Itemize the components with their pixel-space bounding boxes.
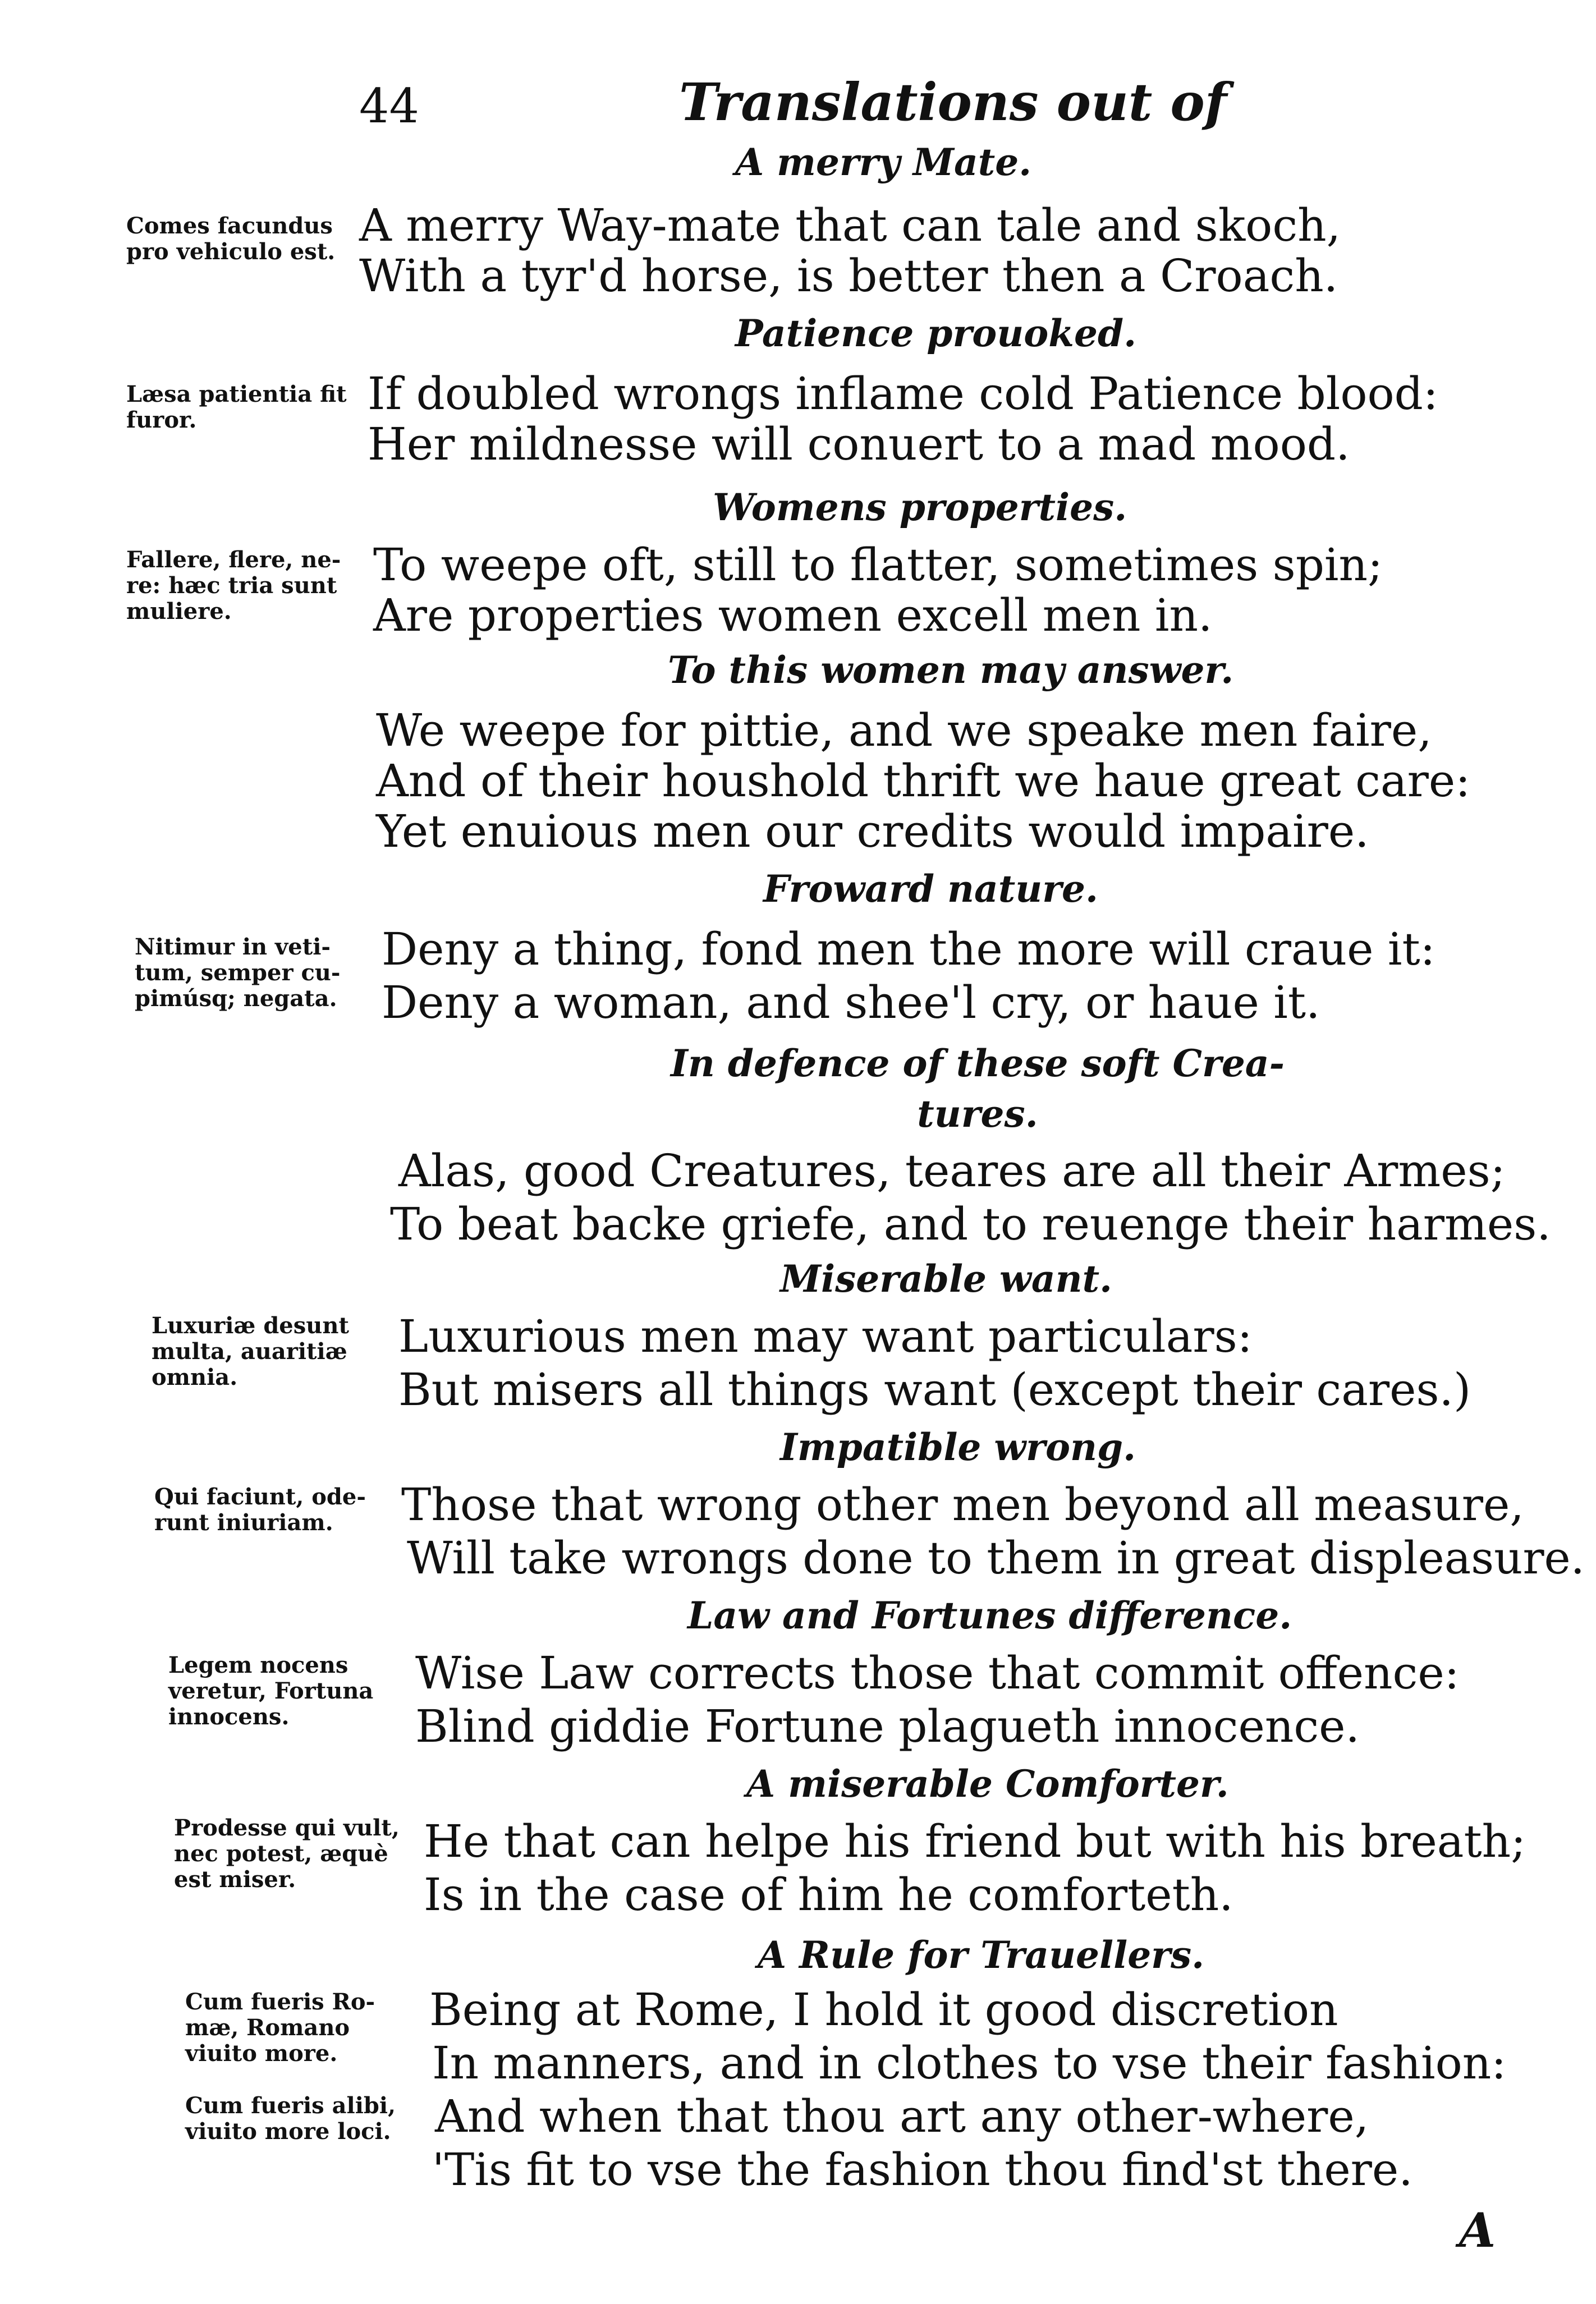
margin-note: Qui faciunt, ode- runt iniuriam. bbox=[154, 1484, 366, 1536]
margin-note: Luxuriæ desunt multa, auaritiæ omnia. bbox=[152, 1312, 349, 1390]
verse-line: In manners, and in clothes to vse their fashion: bbox=[432, 2037, 1507, 2089]
margin-note: Prodesse qui vult, nec potest, æquè est miser. bbox=[174, 1815, 400, 1893]
epigram-title: Impatible wrong. bbox=[780, 1425, 1136, 1469]
margin-note: Læsa patientia fit furor. bbox=[126, 381, 347, 433]
epigram-title: A miserable Comforter. bbox=[746, 1762, 1229, 1806]
verse-line: Alas, good Creatures, teares are all their Armes; bbox=[398, 1145, 1506, 1197]
verse-line: Her mildnesse will conuert to a mad mood. bbox=[368, 418, 1350, 470]
verse-line: And of their houshold thrift we haue great care: bbox=[376, 755, 1471, 807]
epigram-title: Womens properties. bbox=[713, 485, 1127, 529]
verse-line: To weepe oft, still to flatter, sometimes spin; bbox=[373, 539, 1383, 591]
verse-line: Those that wrong other men beyond all measure, bbox=[401, 1479, 1524, 1531]
page-number: 44 bbox=[359, 79, 419, 134]
verse-line: Blind giddie Fortune plagueth innocence. bbox=[415, 1700, 1360, 1752]
verse-line: Wise Law corrects those that commit offence: bbox=[415, 1647, 1460, 1699]
epigram-title: To this women may answer. bbox=[668, 648, 1234, 692]
running-head: Translations out of bbox=[679, 72, 1227, 132]
verse-line: If doubled wrongs inflame cold Patience blood: bbox=[368, 368, 1438, 420]
verse-line: Deny a woman, and shee'l cry, or haue it. bbox=[382, 976, 1320, 1029]
catchword: A bbox=[1459, 2202, 1496, 2258]
verse-line: Is in the case of him he comforteth. bbox=[424, 1869, 1233, 1921]
epigram-title: In defence of these soft Crea- tures. bbox=[671, 1041, 1285, 1136]
verse-line: Are properties women excell men in. bbox=[373, 589, 1213, 641]
epigram-title: A Rule for Trauellers. bbox=[758, 1933, 1205, 1977]
verse-line: Luxurious men may want particulars: bbox=[398, 1310, 1253, 1362]
margin-note: Cum fueris alibi, viuito more loci. bbox=[185, 2092, 396, 2145]
verse-line: Being at Rome, I hold it good discretion bbox=[429, 1984, 1338, 2036]
epigram-title: A merry Mate. bbox=[735, 140, 1032, 184]
verse-line: He that can helpe his friend but with his breath; bbox=[424, 1815, 1526, 1867]
verse-line: And when that thou art any other-where, bbox=[435, 2090, 1369, 2142]
verse-line: But misers all things want (except their cares.) bbox=[398, 1364, 1471, 1416]
margin-note: Legem nocens veretur, Fortuna innocens. bbox=[168, 1652, 374, 1730]
verse-line: A merry Way-mate that can tale and skoch, bbox=[359, 199, 1341, 251]
margin-note: Comes facundus pro vehiculo est. bbox=[126, 213, 336, 265]
margin-note: Cum fueris Ro- mæ, Romano viuito more. bbox=[185, 1989, 375, 2067]
epigram-title: Law and Fortunes difference. bbox=[687, 1594, 1292, 1637]
verse-line: Will take wrongs done to them in great displeasure. bbox=[407, 1532, 1585, 1584]
epigram-title: Patience prouoked. bbox=[735, 311, 1137, 355]
verse-line: With a tyr'd horse, is better then a Croach. bbox=[359, 250, 1338, 302]
epigram-title: Froward nature. bbox=[763, 867, 1098, 911]
verse-line: 'Tis fit to vse the fashion thou find'st there. bbox=[432, 2144, 1413, 2196]
margin-note: Fallere, flere, ne- re: hæc tria sunt muliere. bbox=[126, 547, 341, 625]
verse-line: To beat backe griefe, and to reuenge their harmes. bbox=[390, 1198, 1551, 1250]
verse-line: Yet enuious men our credits would impaire. bbox=[376, 805, 1369, 857]
verse-line: We weepe for pittie, and we speake men faire, bbox=[376, 704, 1432, 756]
verse-line: Deny a thing, fond men the more will craue it: bbox=[382, 923, 1436, 975]
margin-note: Nitimur in veti- tum, semper cu- pimúsq; negata. bbox=[135, 934, 341, 1012]
epigram-title: Miserable want. bbox=[780, 1257, 1113, 1301]
